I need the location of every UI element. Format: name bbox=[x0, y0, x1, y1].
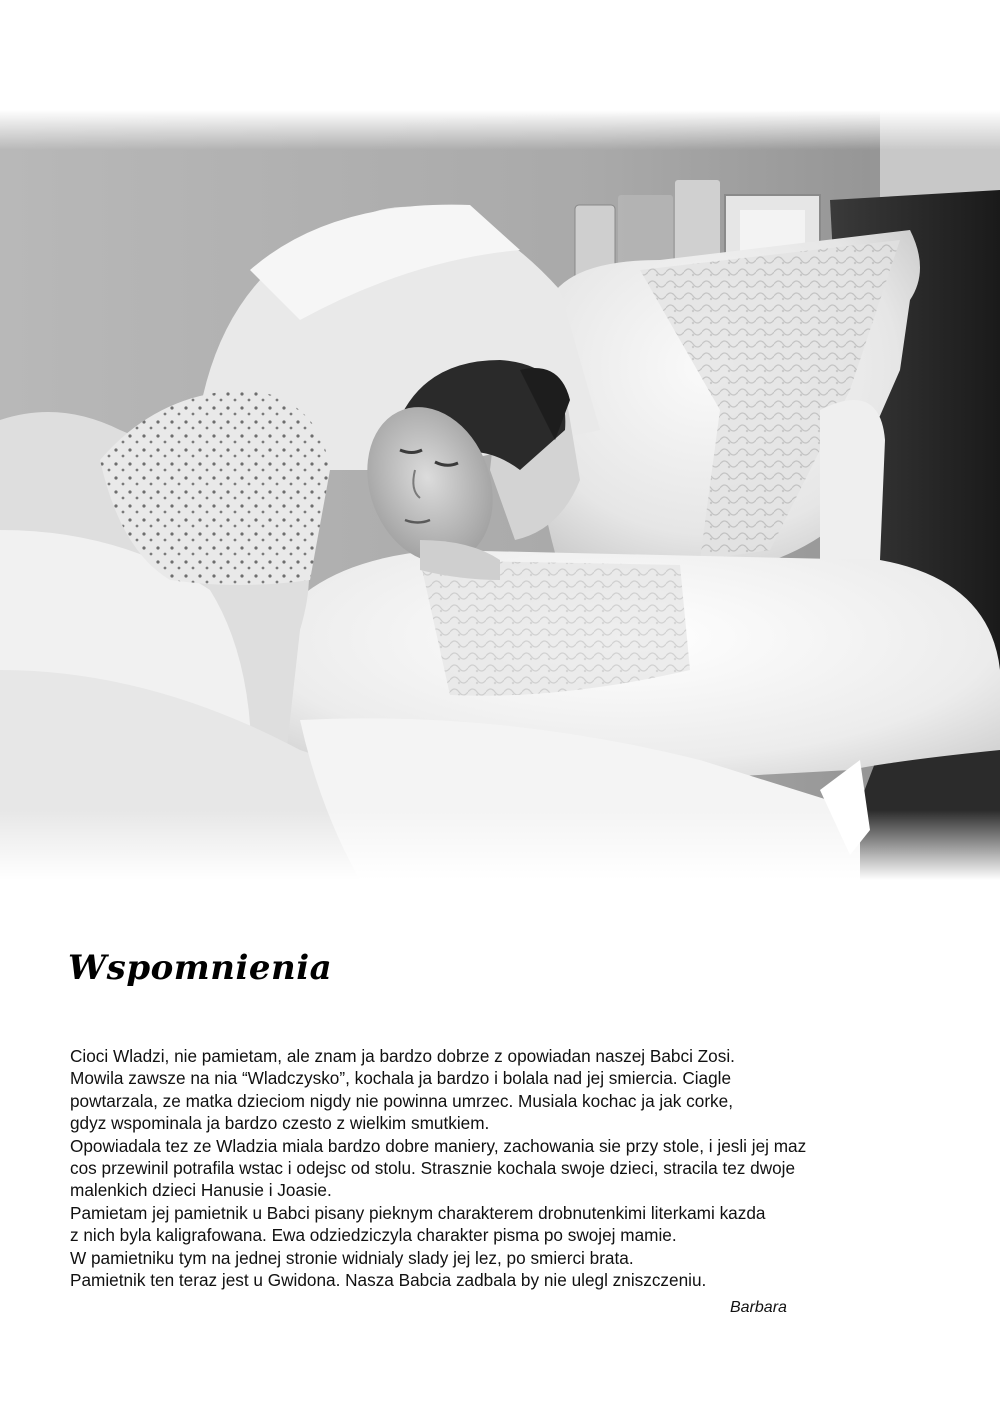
text-line: gdyz wspominala ja bardzo czesto z wielkim smutkiem. bbox=[70, 1113, 490, 1134]
memoir-text bbox=[70, 1045, 950, 1291]
sleeping-woman-photo-icon bbox=[0, 110, 1000, 880]
text-line: W pamietniku tym na jednej stronie widnialy slady jej lez, po smierci brata. bbox=[70, 1247, 634, 1268]
photo bbox=[0, 110, 1000, 880]
text-line: Pamietnik ten teraz jest u Gwidona. Nasza Babcia zadbala by nie ulegl zniszczeniu. bbox=[70, 1270, 707, 1291]
text-line: malenkich dzieci Hanusie i Joasie. bbox=[70, 1180, 332, 1201]
signature: Barbara bbox=[730, 1299, 787, 1316]
text-line: Pamietam jej pamietnik u Babci pisany pieknym charakterem drobnutenkimi literkami kazda bbox=[70, 1202, 766, 1223]
text-line: z nich byla kaligrafowana. Ewa odziedziczyla charakter pisma po swojej mamie. bbox=[70, 1225, 677, 1246]
text-line: cos przewinil potrafila wstac i odejsc od stolu. Strasznie kochala swoje dzieci, stracila tez dwoje bbox=[70, 1158, 796, 1179]
text-line: Opowiadala tez ze Wladzia miala bardzo dobre maniery, zachowania sie przy stole, i jesli jej maz bbox=[70, 1135, 807, 1156]
page-title: Wspomnienia bbox=[68, 948, 333, 988]
text-line: Mowila zawsze na nia “Wladczysko”, kochala ja bardzo i bolala nad jej smiercia. Ciagle bbox=[70, 1068, 732, 1089]
text-line: Cioci Wladzi, nie pamietam, ale znam ja bardzo dobrze z opowiadan naszej Babci Zosi. bbox=[70, 1046, 735, 1066]
text-line: powtarzala, ze matka dzieciom nigdy nie powinna umrzec. Musiala kochac ja jak corke, bbox=[70, 1090, 733, 1111]
